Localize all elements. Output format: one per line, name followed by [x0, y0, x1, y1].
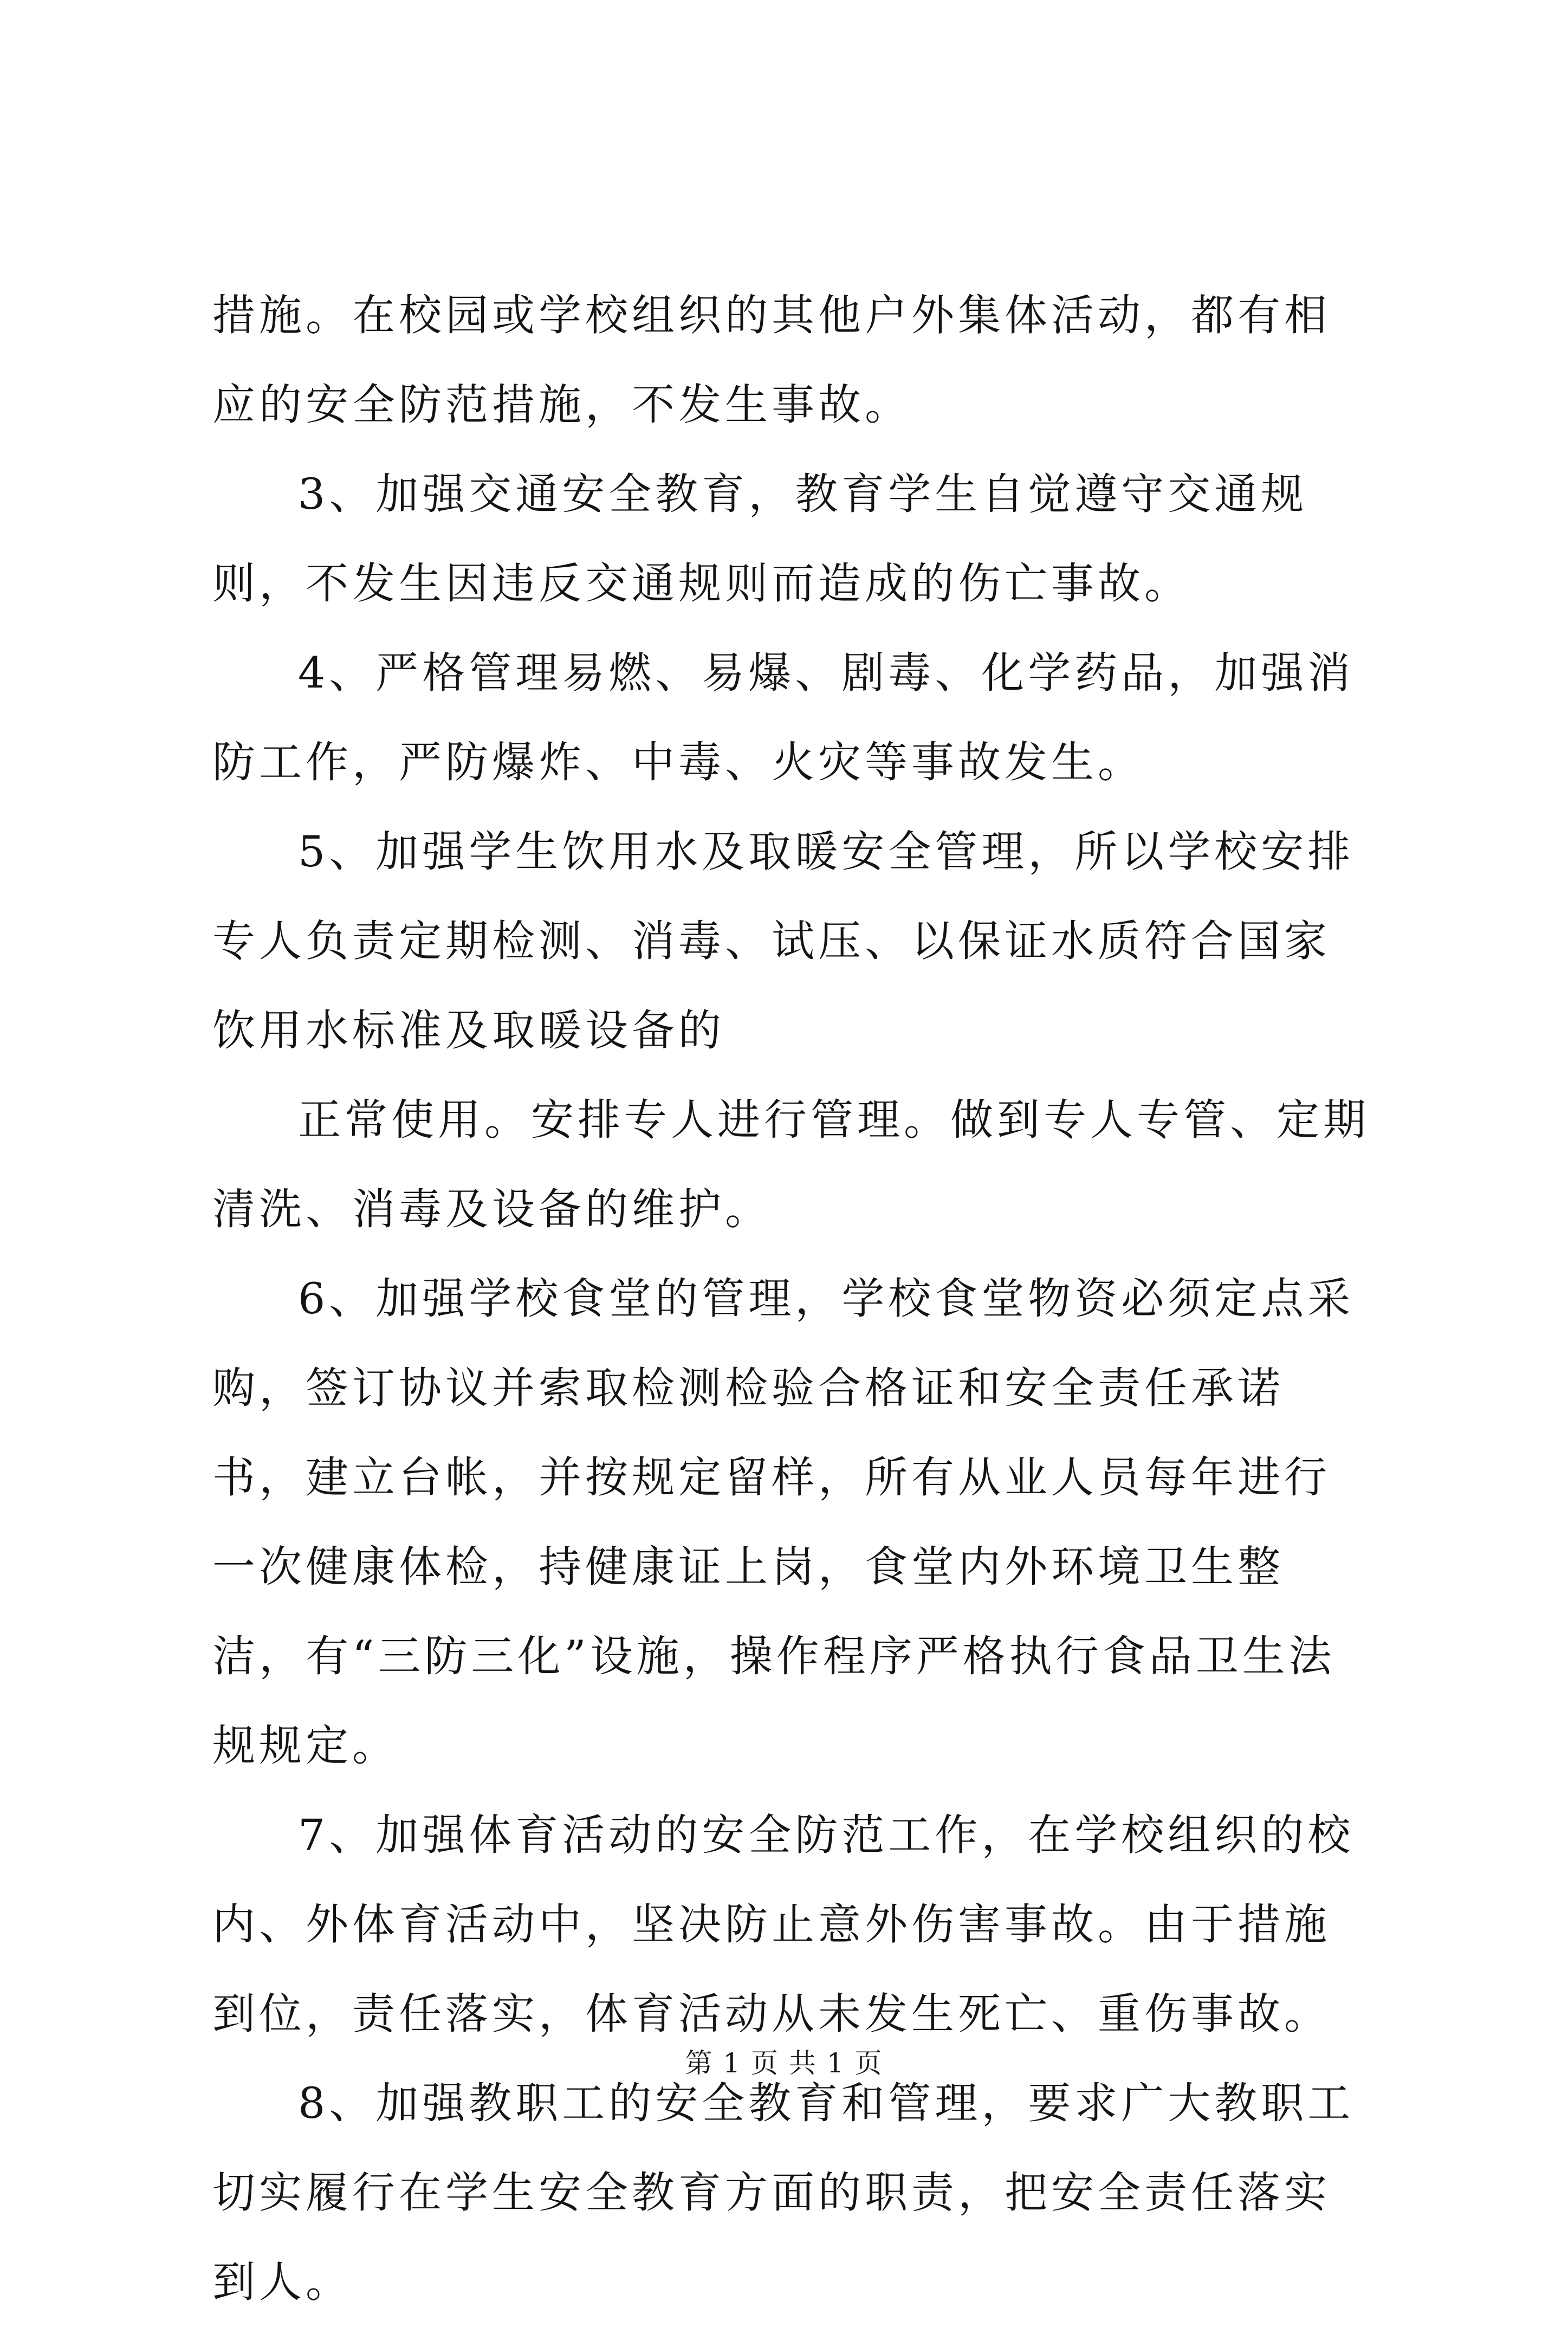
page-footer: 第 1 页 共 1 页: [685, 2047, 883, 2079]
paragraph-item-5-continued: 正常使用。安排专人进行管理。做到专人专管、定期清洗、消毒及设备的维护。: [212, 1095, 1370, 1234]
document-body: [212, 271, 1372, 2327]
paragraph-continuation: 措施。在校园或学校组织的其他户外集体活动，都有相应的安全防范措施，不发生事故。: [212, 290, 1331, 430]
paragraph-item-3: 3、加强交通安全教育，教育学生自觉遵守交通规则，不发生因违反交通规则而造成的伤亡事故。: [212, 469, 1308, 608]
paragraph-item-5: 5、加强学生饮用水及取暖安全管理，所以学校安排专人负责定期检测、消毒、试压、以保证水质符合国家饮用水标准及取暖设备的: [212, 827, 1355, 1055]
paragraph-item-4: 4、严格管理易燃、易爆、剧毒、化学药品，加强消防工作，严防爆炸、中毒、火灾等事故发生。: [212, 648, 1355, 787]
paragraph-item-6: 6、加强学校食堂的管理，学校食堂物资必须定点采购，签订协议并索取检测检验合格证和安全责任承诺书，建立台帐，并按规定留样，所有从业人员每年进行一次健康体检，持健康证上岗，食堂内外环境卫生整洁，有“三防三化”设施，操作程序严格执行食品卫生法规规定。: [212, 1274, 1355, 1771]
paragraph-item-8: 8、加强教职工的安全教育和管理，要求广大教职工切实履行在学生安全教育方面的职责，把安全责任落实到人。: [212, 2078, 1355, 2307]
paragraph-item-7: 7、加强体育活动的安全防范工作，在学校组织的校内、外体育活动中，坚决防止意外伤害事故。由于措施到位，责任落实，体育活动从未发生死亡、重伤事故。: [212, 1810, 1355, 2039]
